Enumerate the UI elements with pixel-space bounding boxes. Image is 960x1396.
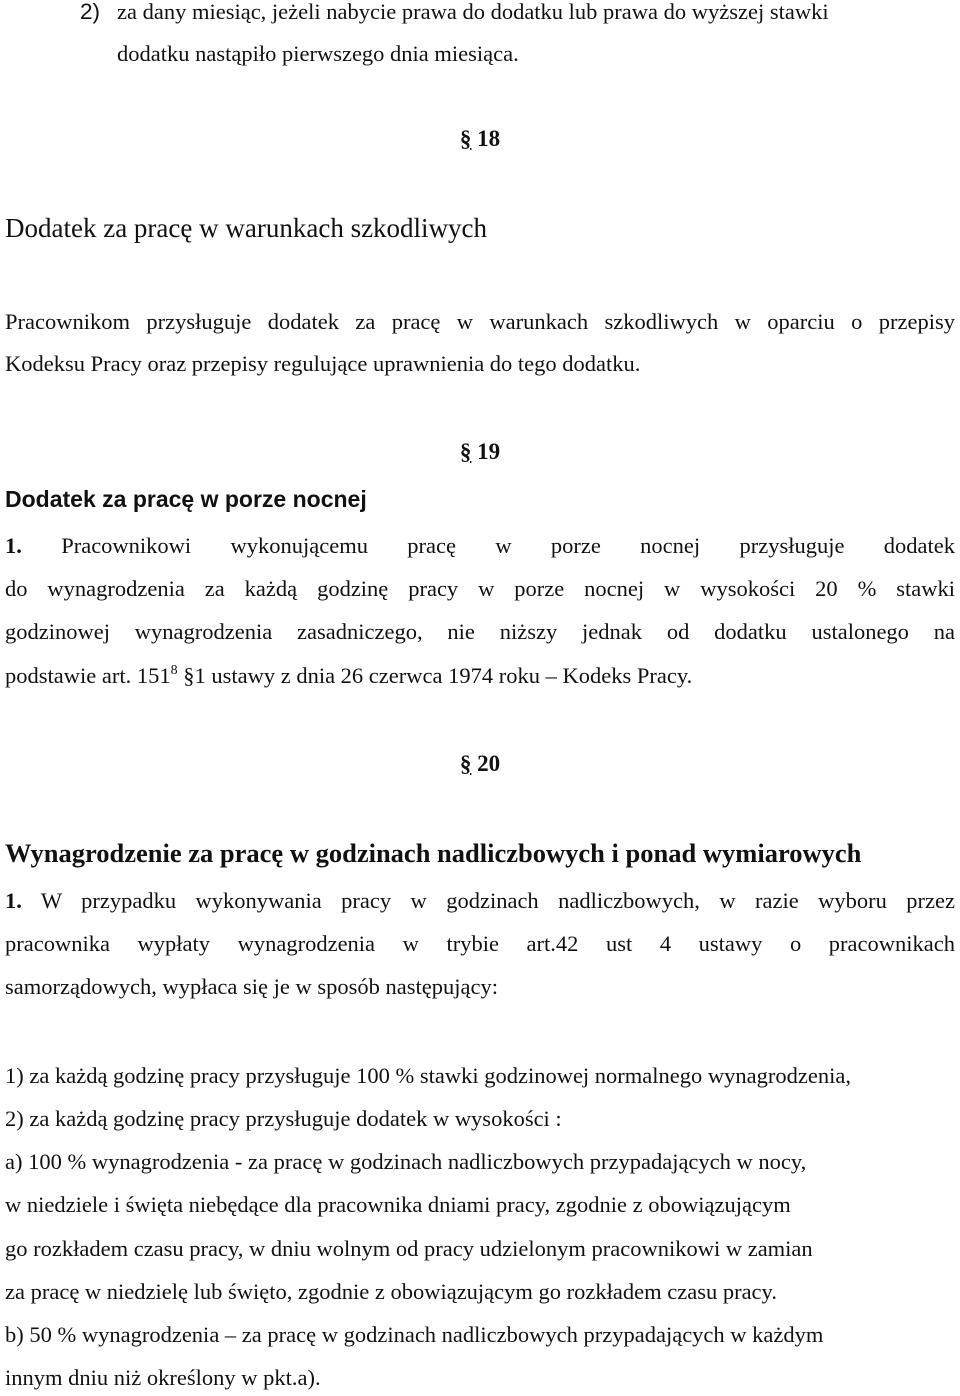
- section-sign: §: [459, 751, 472, 776]
- section-number: 20: [477, 751, 501, 776]
- paragraph-sign: §: [183, 663, 195, 688]
- intro-item-number: 2): [80, 0, 101, 24]
- section-18-title: Dodatek za pracę w warunkach szkodliwych: [5, 213, 488, 243]
- item-number: 1.: [5, 888, 22, 913]
- list-item: go rozkładem czasu pracy, w dniu wolnym od pracy udzielonym pracownikowi w zamian: [5, 1236, 813, 1261]
- list-item: a) 100 % wynagrodzenia - za pracę w godzinach nadliczbowych przypadających w nocy,: [5, 1149, 807, 1174]
- section-20-line-3: samorządowych, wypłaca się je w sposób następujący:: [5, 974, 498, 999]
- section-20-line-2: pracownika wypłaty wynagrodzenia w trybie art.42 ust 4 ustawy o pracownikach: [5, 931, 955, 956]
- section-19-line-4: [5, 661, 692, 691]
- section-number: 19: [477, 439, 501, 464]
- section-sign: §: [459, 439, 472, 464]
- intro-line-1: za dany miesiąc, jeżeli nabycie prawa do dodatku lub prawa do wyższej stawki: [117, 0, 829, 24]
- section-19-heading: [0, 437, 960, 467]
- article-reference: podstawie art. 151: [5, 663, 171, 688]
- section-number: 18: [477, 126, 501, 151]
- section-sign: §: [459, 126, 472, 151]
- statute-reference: 1 ustawy z dnia 26 czerwca 1974 roku – Kodeks Pracy.: [194, 663, 693, 688]
- list-item: 1) za każdą godzinę pracy przysługuje 100 % stawki godzinowej normalnego wynagrodzenia,: [5, 1063, 851, 1088]
- section-18-paragraph-line-1: Pracownikom przysługuje dodatek za pracę w warunkach szkodliwych w oparciu o przepisy: [5, 309, 955, 334]
- section-20-title: Wynagrodzenie za pracę w godzinach nadliczbowych i ponad wymiarowych: [5, 838, 862, 868]
- section-18-paragraph-line-2: Kodeksu Pracy oraz przepisy regulujące uprawnienia do tego dodatku.: [5, 351, 641, 376]
- section-19-line-1: [5, 531, 955, 561]
- list-item: b) 50 % wynagrodzenia – za pracę w godzinach nadliczbowych przypadających w każdym: [5, 1322, 824, 1347]
- list-item: innym dniu niż określony w pkt.a).: [5, 1365, 321, 1390]
- list-item: 2) za każdą godzinę pracy przysługuje dodatek w wysokości :: [5, 1106, 562, 1131]
- section-20-heading: [0, 749, 960, 779]
- article-superscript: 8: [170, 663, 178, 678]
- intro-line-2: dodatku nastąpiło pierwszego dnia miesiąca.: [117, 41, 519, 66]
- item-text: Pracownikowi wykonującemu pracę w porze nocnej przysługuje dodatek: [61, 533, 956, 558]
- item-number: 1.: [5, 533, 22, 558]
- section-19-title: Dodatek za pracę w porze nocnej: [5, 486, 367, 512]
- section-19-line-2: do wynagrodzenia za każdą godzinę pracy w porze nocnej w wysokości 20 % stawki: [5, 576, 955, 601]
- section-19-line-3: godzinowej wynagrodzenia zasadniczego, nie niższy jednak od dodatku ustalonego na: [5, 619, 955, 644]
- section-20-line-1: [5, 886, 955, 916]
- section-18-heading: [0, 124, 960, 154]
- list-item: za pracę w niedzielę lub święto, zgodnie z obowiązującym go rozkładem czasu pracy.: [5, 1279, 777, 1304]
- item-text: W przypadku wykonywania pracy w godzinach nadliczbowych, w razie wyboru przez: [40, 888, 955, 913]
- list-item: w niedziele i święta niebędące dla pracownika dniami pracy, zgodnie z obowiązującym: [5, 1192, 791, 1217]
